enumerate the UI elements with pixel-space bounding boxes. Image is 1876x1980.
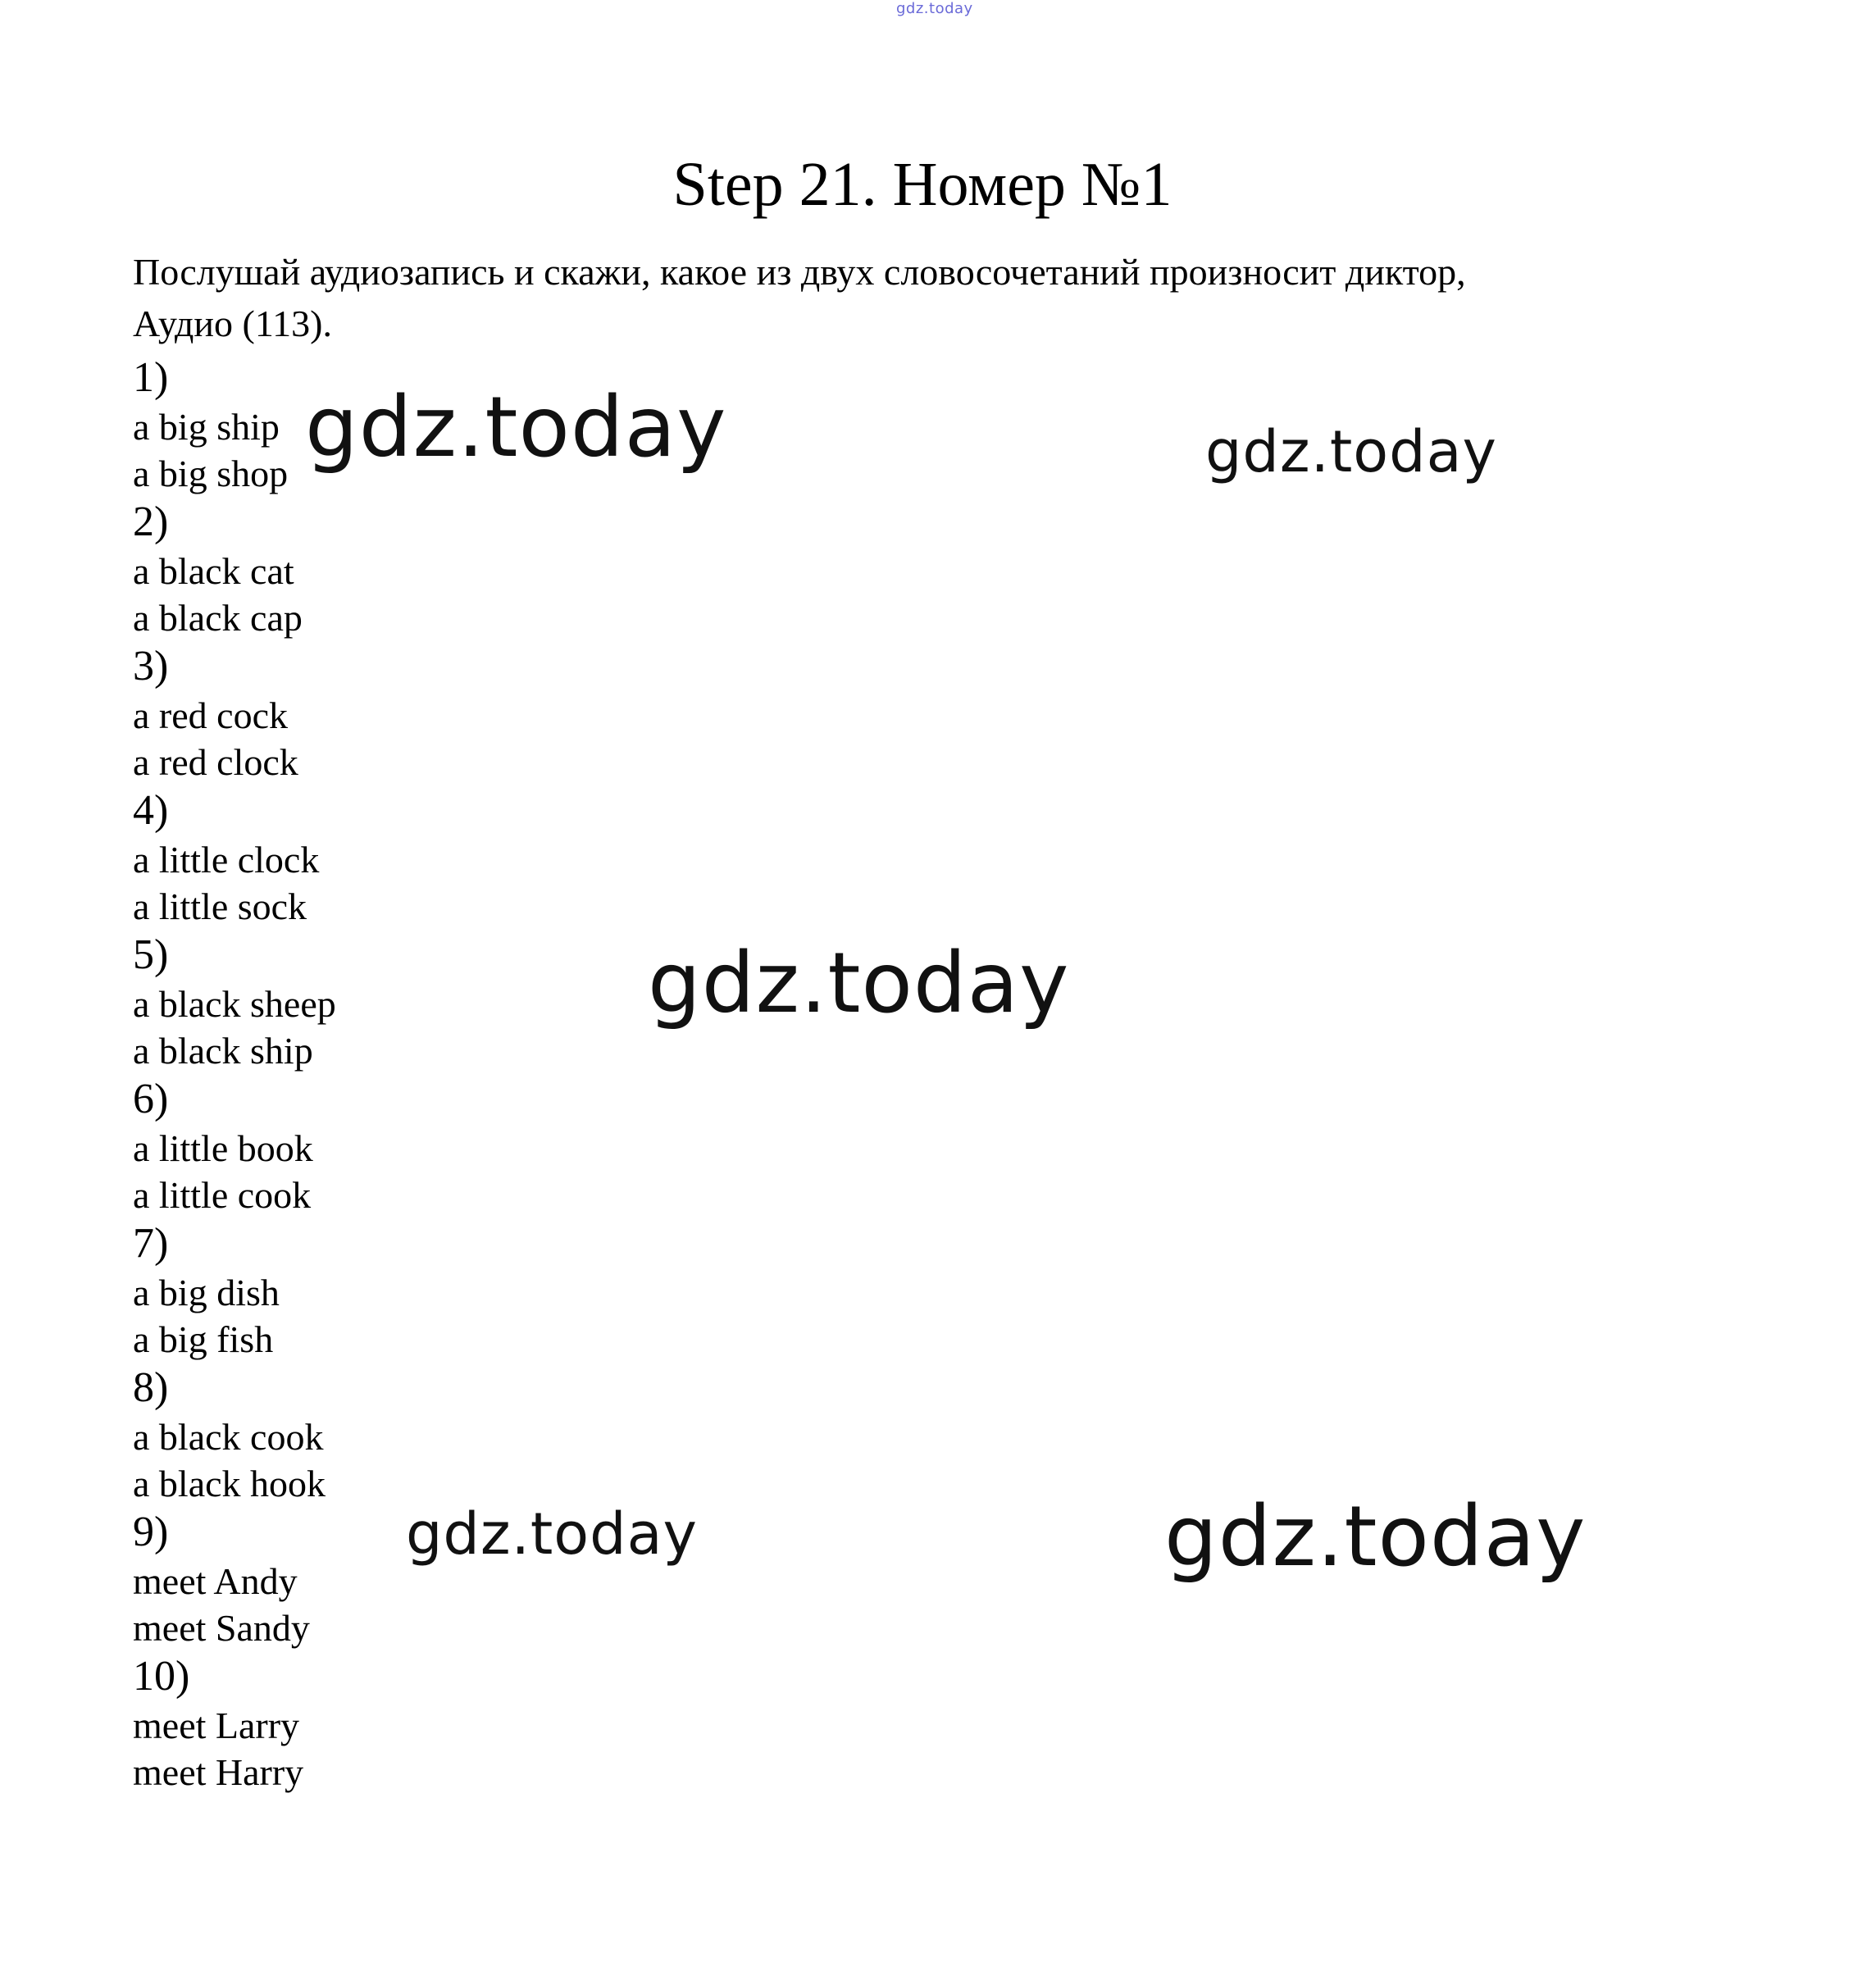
phrase-option-b: a black ship [133, 1030, 313, 1072]
watermark: gdz.today [406, 1500, 698, 1568]
item-number: 7) [133, 1220, 169, 1267]
phrase-option-b: a black cap [133, 597, 303, 639]
item-number: 8) [133, 1364, 169, 1411]
item-number: 5) [133, 931, 169, 978]
phrase-option-a: a little clock [133, 839, 320, 881]
list-item [133, 785, 1773, 930]
phrase-option-b: a little sock [133, 885, 307, 927]
phrase-option-a: a big ship [133, 406, 280, 448]
list-item [133, 1363, 1773, 1507]
phrase-option-a: meet Andy [133, 1560, 298, 1602]
phrase-option-a: a black cook [133, 1416, 324, 1458]
phrase-option-b: a black hook [133, 1463, 326, 1504]
item-number: 2) [133, 498, 169, 545]
phrase-option-b: meet Harry [133, 1751, 304, 1793]
phrase-option-b: a red clock [133, 741, 298, 783]
instruction-line-1: Послушай аудиозапись и скажи, какое из двух словосочетаний произносит диктор, [133, 251, 1466, 293]
instruction-line-2: Аудио (113). [133, 303, 332, 344]
page-title: Step 21. Номер №1 [672, 150, 1172, 219]
instruction-text [133, 246, 1773, 349]
item-number: 4) [133, 787, 169, 834]
phrase-option-a: a black sheep [133, 983, 336, 1025]
site-mark-top: gdz.today [896, 0, 973, 17]
watermark: gdz.today [1164, 1488, 1587, 1586]
phrase-option-b: meet Sandy [133, 1607, 310, 1649]
watermark: gdz.today [1205, 418, 1497, 485]
item-number: 3) [133, 643, 169, 690]
phrase-option-a: a little book [133, 1127, 313, 1169]
phrase-option-a: meet Larry [133, 1705, 300, 1746]
watermark: gdz.today [648, 935, 1070, 1032]
item-number: 6) [133, 1076, 169, 1122]
item-number: 10) [133, 1653, 190, 1700]
list-item [133, 1651, 1773, 1796]
list-item [133, 497, 1773, 641]
phrase-option-a: a black cat [133, 550, 294, 592]
phrase-option-b: a little cook [133, 1174, 312, 1216]
list-item [133, 641, 1773, 785]
list-item [133, 1218, 1773, 1363]
phrase-option-a: a big dish [133, 1272, 280, 1313]
phrase-option-b: a big fish [133, 1318, 274, 1360]
item-number: 1) [133, 354, 169, 401]
phrase-option-b: a big shop [133, 453, 289, 494]
watermark: gdz.today [305, 379, 727, 476]
phrase-option-a: a red cock [133, 694, 288, 736]
list-item [133, 1074, 1773, 1218]
item-number: 9) [133, 1509, 169, 1555]
